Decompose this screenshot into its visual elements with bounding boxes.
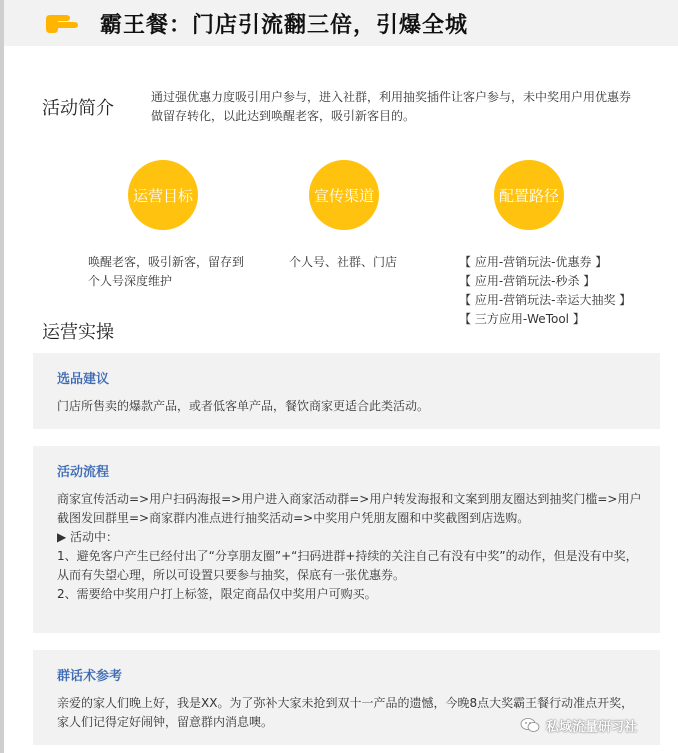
card-title: 选品建议	[57, 372, 110, 387]
card-title: 群话术参考	[57, 669, 123, 684]
channel-text: 个人号、社群、门店	[289, 255, 398, 269]
config-path-item: 【 应用-营销玩法-秒杀 】	[459, 274, 596, 288]
config-path-item: 【 应用-营销玩法-幸运大抽奖 】	[459, 293, 632, 307]
channel-circle: 宣传渠道	[309, 160, 379, 230]
card-line: ▶ 活动中：	[57, 530, 119, 544]
operations-heading: 运营实操	[42, 322, 114, 343]
goal-circle: 运营目标	[128, 160, 198, 230]
activity-flow-card	[33, 446, 660, 633]
config-path-circle: 配置路径	[494, 160, 564, 230]
intro-heading: 活动简介	[42, 98, 114, 119]
card-line: 门店所售卖的爆款产品，或者低客单产品，餐饮商家更适合此类活动。	[57, 399, 430, 413]
header-bar	[4, 0, 678, 46]
config-path-item: 【 三方应用-WeTool 】	[459, 312, 585, 326]
watermark	[520, 715, 637, 735]
goal-text: 唤醒老客，吸引新客，留存到个人号深度维护	[88, 255, 245, 288]
card-line: 1、避免客户产生已经付出了“分享朋友圈”+“扫码进群+持续的关注自己有没有中奖”的动作，但是没有中奖，从而有失望心理，所以可设置只要参与抽奖，保底有一张优惠券。	[57, 549, 638, 582]
config-path-item: 【 应用-营销玩法-优惠券 】	[459, 255, 608, 269]
card-line: 商家宣传活动=>用户扫码海报=>用户进入商家活动群=>用户转发海报和文案到朋友圈达到抽奖门槛=>用户截图发回群里=>商家群内准点进行抽奖活动=>中奖用户凭朋友圈和中奖截图到店选购。	[57, 492, 642, 525]
wechat-icon	[520, 717, 540, 733]
pointing-hand-icon	[44, 9, 80, 35]
product-suggestion-card	[33, 353, 660, 429]
card-title: 活动流程	[57, 465, 110, 480]
page-title: 霸王餐：门店引流翻三倍，引爆全城	[100, 13, 469, 38]
card-body	[57, 490, 642, 604]
intro-text: 通过强优惠力度吸引用户参与，进入社群，利用抽奖插件让客户参与，未中奖用户用优惠券做留存转化，以此达到唤醒老客，吸引新客目的。	[151, 90, 632, 123]
left-border	[0, 0, 4, 753]
watermark-text: 私域流量研习社	[546, 719, 638, 735]
config-path-list	[459, 253, 659, 329]
card-line: 亲爱的家人们晚上好，我是XX。为了弥补大家未抢到双十一产品的遗憾，今晚8点大奖霸王餐行动准点开奖，家人们记得定好闹钟，留意群内消息噢。	[57, 696, 634, 729]
card-line: 2、需要给中奖用户打上标签，限定商品仅中奖用户可购买。	[57, 587, 377, 601]
card-body	[57, 397, 642, 416]
